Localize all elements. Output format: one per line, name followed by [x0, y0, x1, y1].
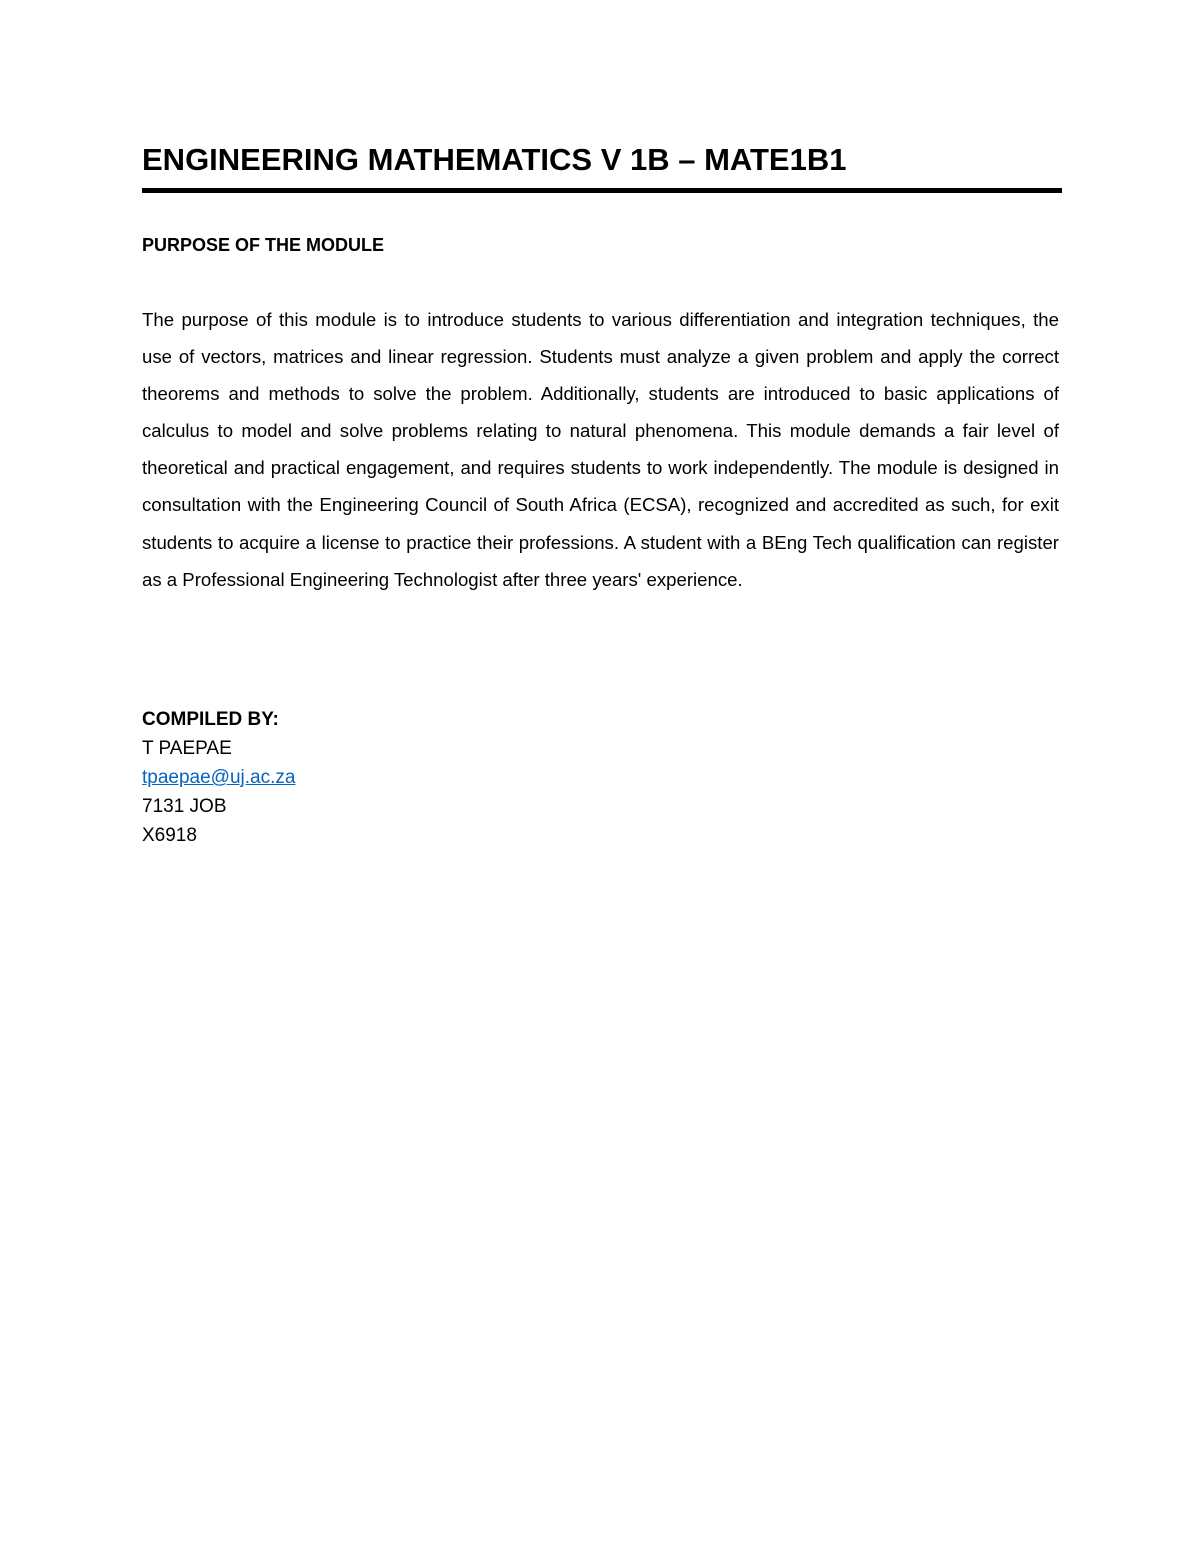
- compiled-by-block: [142, 705, 542, 850]
- document-title: ENGINEERING MATHEMATICS V 1B – MATE1B1: [142, 142, 847, 177]
- purpose-paragraph: The purpose of this module is to introduce students to various differentiation and integration techniques, the use of vectors, matrices and linear regression. Students must analyze a given problem and apply the correct theorems and methods to solve the problem. Additionally, students are introduced to basic applications of calculus to model and solve problems relating to natural phenomena. This module demands a fair level of theoretical and practical engagement, and requires students to work independently. The module is designed in consultation with the Engineering Council of South Africa (ECSA), recognized and accredited as such, for exit students to acquire a license to practice their professions. A student with a BEng Tech qualification can register as a Professional Engineering Technologist after three years' experience.: [142, 309, 1059, 590]
- compiler-email-link[interactable]: tpaepae@uj.ac.za: [142, 767, 296, 788]
- compiler-extension: X6918: [142, 825, 197, 846]
- title-underline: [142, 188, 1062, 193]
- compiled-by-label: COMPILED BY:: [142, 709, 279, 730]
- compiler-office: 7131 JOB: [142, 796, 227, 817]
- compiler-name: T PAEPAE: [142, 738, 232, 759]
- section-heading: PURPOSE OF THE MODULE: [142, 235, 385, 255]
